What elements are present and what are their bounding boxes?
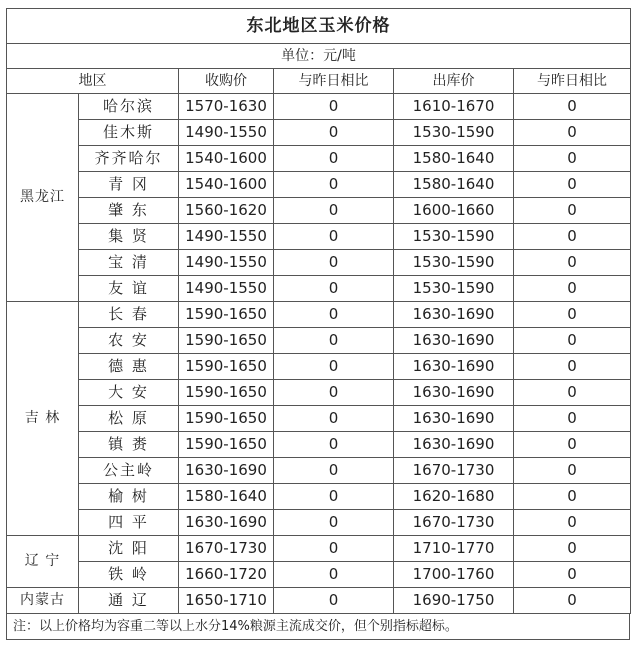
- ex-warehouse-change-cell: 0: [514, 510, 631, 536]
- ex-warehouse-change-cell: 0: [514, 484, 631, 510]
- purchase-price-cell: 1630-1690: [179, 510, 274, 536]
- purchase-change-cell: 0: [274, 536, 394, 562]
- city-name: 佳木斯: [79, 120, 179, 146]
- purchase-price-cell: 1570-1630: [179, 94, 274, 120]
- footnote: 注：以上价格均为容重二等以上水分14%粮源主流成交价，但个别指标超标。: [6, 614, 630, 640]
- table-row: [7, 458, 631, 484]
- header-purchase-price: 收购价: [179, 69, 274, 94]
- purchase-price-cell: 1590-1650: [179, 302, 274, 328]
- ex-warehouse-change-cell: 0: [514, 588, 631, 614]
- table-row: [7, 432, 631, 458]
- ex-warehouse-price-cell: 1530-1590: [394, 224, 514, 250]
- ex-warehouse-price-cell: 1530-1590: [394, 120, 514, 146]
- ex-warehouse-price-cell: 1710-1770: [394, 536, 514, 562]
- table-row: [7, 94, 631, 120]
- ex-warehouse-change-cell: 0: [514, 302, 631, 328]
- header-purchase-change: 与昨日相比: [274, 69, 394, 94]
- purchase-price-cell: 1540-1600: [179, 146, 274, 172]
- province-name: 辽 宁: [7, 536, 79, 588]
- city-name: 哈尔滨: [79, 94, 179, 120]
- purchase-change-cell: 0: [274, 120, 394, 146]
- city-name: 长 春: [79, 302, 179, 328]
- table-row: [7, 588, 631, 614]
- purchase-price-cell: 1540-1600: [179, 172, 274, 198]
- purchase-change-cell: 0: [274, 198, 394, 224]
- city-name: 友 谊: [79, 276, 179, 302]
- ex-warehouse-price-cell: 1630-1690: [394, 354, 514, 380]
- ex-warehouse-change-cell: 0: [514, 224, 631, 250]
- table-row: [7, 224, 631, 250]
- ex-warehouse-change-cell: 0: [514, 120, 631, 146]
- ex-warehouse-price-cell: 1630-1690: [394, 302, 514, 328]
- ex-warehouse-change-cell: 0: [514, 328, 631, 354]
- province-name: 内蒙古: [7, 588, 79, 614]
- purchase-change-cell: 0: [274, 172, 394, 198]
- city-name: 宝 清: [79, 250, 179, 276]
- ex-warehouse-change-cell: 0: [514, 354, 631, 380]
- purchase-price-cell: 1590-1650: [179, 432, 274, 458]
- table-row: [7, 146, 631, 172]
- purchase-price-cell: 1590-1650: [179, 354, 274, 380]
- city-name: 公主岭: [79, 458, 179, 484]
- province-name: 黑龙江: [7, 94, 79, 302]
- table-title: 东北地区玉米价格: [7, 9, 631, 44]
- ex-warehouse-change-cell: 0: [514, 406, 631, 432]
- table-body: [7, 94, 631, 614]
- table-row: [7, 536, 631, 562]
- purchase-change-cell: 0: [274, 94, 394, 120]
- purchase-change-cell: 0: [274, 380, 394, 406]
- ex-warehouse-change-cell: 0: [514, 432, 631, 458]
- ex-warehouse-price-cell: 1530-1590: [394, 276, 514, 302]
- table-row: [7, 302, 631, 328]
- purchase-price-cell: 1660-1720: [179, 562, 274, 588]
- table-row: [7, 484, 631, 510]
- purchase-change-cell: 0: [274, 224, 394, 250]
- purchase-change-cell: 0: [274, 328, 394, 354]
- ex-warehouse-price-cell: 1580-1640: [394, 172, 514, 198]
- city-name: 沈 阳: [79, 536, 179, 562]
- ex-warehouse-price-cell: 1700-1760: [394, 562, 514, 588]
- table-row: [7, 120, 631, 146]
- purchase-price-cell: 1490-1550: [179, 250, 274, 276]
- ex-warehouse-change-cell: 0: [514, 562, 631, 588]
- city-name: 集 贤: [79, 224, 179, 250]
- purchase-price-cell: 1650-1710: [179, 588, 274, 614]
- table-row: [7, 354, 631, 380]
- purchase-change-cell: 0: [274, 406, 394, 432]
- purchase-price-cell: 1670-1730: [179, 536, 274, 562]
- city-name: 农 安: [79, 328, 179, 354]
- ex-warehouse-price-cell: 1600-1660: [394, 198, 514, 224]
- city-name: 德 惠: [79, 354, 179, 380]
- ex-warehouse-price-cell: 1610-1670: [394, 94, 514, 120]
- ex-warehouse-price-cell: 1630-1690: [394, 432, 514, 458]
- purchase-price-cell: 1630-1690: [179, 458, 274, 484]
- ex-warehouse-change-cell: 0: [514, 536, 631, 562]
- table-row: [7, 172, 631, 198]
- purchase-change-cell: 0: [274, 562, 394, 588]
- corn-price-table: [6, 8, 631, 614]
- ex-warehouse-change-cell: 0: [514, 146, 631, 172]
- city-name: 镇 赉: [79, 432, 179, 458]
- table-row: [7, 250, 631, 276]
- city-name: 松 原: [79, 406, 179, 432]
- city-name: 铁 岭: [79, 562, 179, 588]
- unit-label: 单位：元/吨: [7, 44, 631, 69]
- price-table-container: [6, 8, 630, 614]
- purchase-change-cell: 0: [274, 484, 394, 510]
- ex-warehouse-price-cell: 1630-1690: [394, 328, 514, 354]
- table-row: [7, 562, 631, 588]
- purchase-change-cell: 0: [274, 250, 394, 276]
- ex-warehouse-change-cell: 0: [514, 380, 631, 406]
- ex-warehouse-price-cell: 1580-1640: [394, 146, 514, 172]
- purchase-price-cell: 1590-1650: [179, 380, 274, 406]
- table-row: [7, 380, 631, 406]
- purchase-price-cell: 1590-1650: [179, 406, 274, 432]
- purchase-price-cell: 1590-1650: [179, 328, 274, 354]
- table-row: [7, 276, 631, 302]
- ex-warehouse-price-cell: 1670-1730: [394, 458, 514, 484]
- ex-warehouse-price-cell: 1670-1730: [394, 510, 514, 536]
- purchase-change-cell: 0: [274, 354, 394, 380]
- ex-warehouse-price-cell: 1620-1680: [394, 484, 514, 510]
- purchase-price-cell: 1580-1640: [179, 484, 274, 510]
- purchase-change-cell: 0: [274, 302, 394, 328]
- city-name: 青 冈: [79, 172, 179, 198]
- table-row: [7, 328, 631, 354]
- ex-warehouse-price-cell: 1690-1750: [394, 588, 514, 614]
- province-name: 吉 林: [7, 302, 79, 536]
- ex-warehouse-change-cell: 0: [514, 276, 631, 302]
- table-row: [7, 510, 631, 536]
- ex-warehouse-change-cell: 0: [514, 94, 631, 120]
- city-name: 通 辽: [79, 588, 179, 614]
- purchase-change-cell: 0: [274, 146, 394, 172]
- ex-warehouse-change-cell: 0: [514, 172, 631, 198]
- city-name: 肇 东: [79, 198, 179, 224]
- city-name: 四 平: [79, 510, 179, 536]
- header-ex-warehouse-change: 与昨日相比: [514, 69, 631, 94]
- ex-warehouse-change-cell: 0: [514, 198, 631, 224]
- purchase-price-cell: 1560-1620: [179, 198, 274, 224]
- city-name: 榆 树: [79, 484, 179, 510]
- ex-warehouse-price-cell: 1530-1590: [394, 250, 514, 276]
- city-name: 齐齐哈尔: [79, 146, 179, 172]
- purchase-price-cell: 1490-1550: [179, 120, 274, 146]
- purchase-price-cell: 1490-1550: [179, 276, 274, 302]
- table-row: [7, 198, 631, 224]
- city-name: 大 安: [79, 380, 179, 406]
- header-ex-warehouse-price: 出库价: [394, 69, 514, 94]
- table-row: [7, 406, 631, 432]
- purchase-change-cell: 0: [274, 458, 394, 484]
- purchase-change-cell: 0: [274, 510, 394, 536]
- header-region: 地区: [7, 69, 179, 94]
- purchase-change-cell: 0: [274, 432, 394, 458]
- purchase-change-cell: 0: [274, 276, 394, 302]
- purchase-change-cell: 0: [274, 588, 394, 614]
- ex-warehouse-price-cell: 1630-1690: [394, 380, 514, 406]
- ex-warehouse-change-cell: 0: [514, 250, 631, 276]
- ex-warehouse-price-cell: 1630-1690: [394, 406, 514, 432]
- ex-warehouse-change-cell: 0: [514, 458, 631, 484]
- purchase-price-cell: 1490-1550: [179, 224, 274, 250]
